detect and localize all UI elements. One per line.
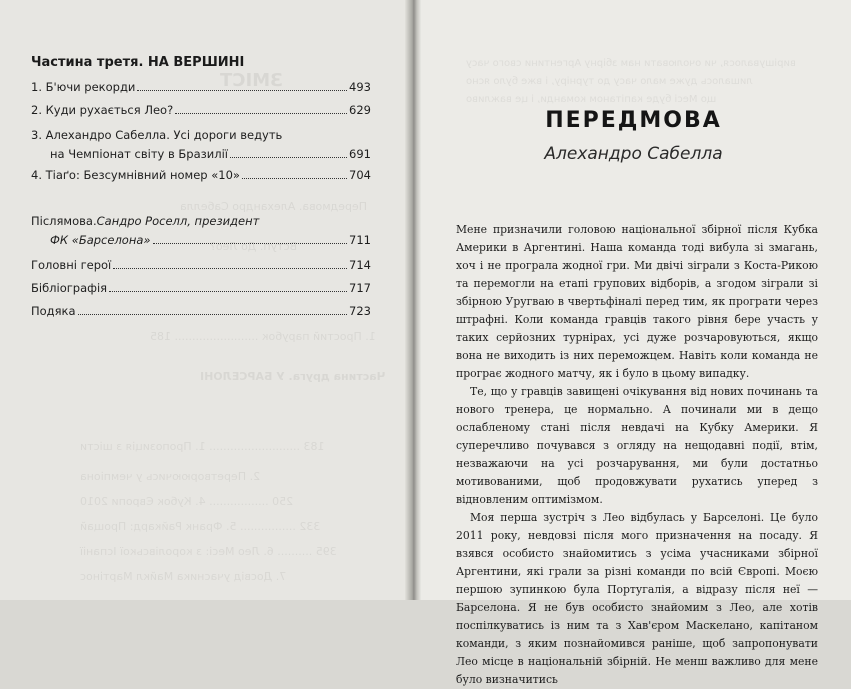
leader-dots (137, 90, 347, 91)
leader-dots (113, 268, 347, 269)
toc-entry-label: Головні герої (31, 258, 112, 272)
toc-entry (31, 168, 371, 182)
left-page-contents: ЗМІСТ Передмова. Алехандро Сабелла Вступ. До Лео? 1. Простий парубок ........................ 185 Частина друга. У БАРСЕЛОНІ 183 .......................... 1. Пропозиція з шісти 2. Перетворюючись у чемпіона 250 ................. 4. Кубок Європи 2010 332 ................ 5. Франк Райкард: Прощай 395 .......... 6. Лео Месі: з королівської Іспанії 7. Досвід учасника Майкл Мартінос Частина третя. НА ВЕРШИНІ 1. Б'ючи рекорди 493 2. Куди рухається Лео? 629 3. Алехандро Сабелла. Усі дороги ведуть на Чемпіонат світу в Бразилії 691 4. Тіаґо: Безсумнівний номер «10» 704 Післямова. Сандро Роселл, президент ФК «Барселона» 711 Головні герої 714 Бібліографія 717 Подяка 723 (0, 0, 411, 600)
toc-entry-label: ФК «Барселона» (50, 233, 151, 247)
toc-backmatter-entry (31, 281, 371, 295)
toc-entry-label-line1: 3. Алехандро Сабелла. Усі дороги ведуть (31, 128, 283, 142)
leader-dots (109, 291, 347, 292)
body-text (456, 221, 818, 689)
toc-entry-label: 2. Куди рухається Лео? (31, 103, 174, 117)
toc-entry-page: 493 (349, 80, 371, 94)
toc-entry (31, 128, 371, 161)
leader-dots (175, 113, 347, 114)
leader-dots (153, 243, 348, 244)
toc-entry-page: 704 (349, 168, 371, 182)
toc-entry-label-italic: Сандро Роселл, президент (96, 214, 260, 228)
chapter-heading: ПЕРЕДМОВА (545, 108, 722, 133)
paragraph: Моя перша зустріч з Лео відбулась у Барселоні. Це було 2011 року, невдовзі після мого призначення на посаду. Я взявся особисто знайомитись з усіма учасниками збірної Аргентини, які грали за різні команди по всій Європі. Моєю першою зупинкою була Португалія, а відразу після неї — Барселона. Я не був особисто знайомим з Лео, але хотів поспілкуватись із ним та з Хав'єром Маскелано, капітаном команди, з яким познайомився раніше, щоб запропонувати Лео місце в національній збірній. Не менш важливо для мене було визначитись (456, 511, 818, 686)
right-page-foreword: вирішувалося, чи очолювати нам збірну Аргентини свого часу лишалось дуже мало часу до турніру, і вже було ясно що Месі буде капітаном команди, і це важливо ПЕРЕДМОВА Алехандро Сабелла Мене призначили головою національної збірної після Кубка Америки в Аргентині. Наша команда тоді вибула зі змагань, хоч і не програла жодної гри. Ми двічі зіграли з Коста-Рикою та перемогли на етапі групових відборів, а згодом зіграли зі збірною Уругваю в чвертьфіналі перед тим, як програти через штрафні. Коли команда гравців такого рівня бере участь у таких серйозних турнірах, усі дуже розчаровуються, якщо вона не виходить із них переможцем. Навіть коли команда не програє жодного матчу, як і було в цьому випадку. Те, що у гравців завищені очікування від нових починань та нового тренера, це нормально. А починали ми в дещо ослабленому стані після невдачі на Кубку Америки. Я суперечливо почувався з огляду на нещодавні події, втім, незважаючи на усі розчарування, ми були достатньо мотивованими, щоб продовжувати рухатись уперед з відновленим оптимізмом. Моя перша зустріч з Лео відбулась у Барселоні. Це було 2011 року, невдовзі після мого призначення на посаду. Я взявся особисто знайомитись з усіма учасниками збірної Аргентини, які грали за різні команди по всій Європі. Моєю першою зупинкою була Португалія, а відразу після неї — Барселона. Я не був особисто знайомим з Лео, але хотів поспілкуватись із ним та з Хав'єром Маскелано, капітаном команди, з яким познайомився раніше, щоб запропонувати Лео місце в національній збірній. Не менш важливо для мене було визначитись (416, 0, 851, 600)
section-title: Частина третя. НА ВЕРШИНІ (31, 55, 245, 70)
chapter-author: Алехандро Сабелла (544, 144, 723, 164)
toc-backmatter-entry (31, 214, 371, 247)
toc-entry-page: 723 (349, 304, 371, 318)
toc-backmatter-entry (31, 258, 371, 272)
toc-entry-label: Бібліографія (31, 281, 108, 295)
toc-entry-label: на Чемпіонат світу в Бразилії (50, 147, 228, 161)
toc-entry-page: 629 (349, 103, 371, 117)
toc-entry-label: 4. Тіаґо: Безсумнівний номер «10» (31, 168, 240, 182)
toc-entry (31, 103, 371, 117)
leader-dots (242, 178, 347, 179)
toc-entry-page: 691 (349, 147, 371, 161)
toc-entry-label: 1. Б'ючи рекорди (31, 80, 136, 94)
paragraph: Мене призначили головою національної збірної після Кубка Америки в Аргентині. Наша команда тоді вибула зі змагань, хоч і не програла жодної гри. Ми двічі зіграли з Коста-Рикою та перемогли на етапі групових відборів, а згодом зіграли зі збірною Уругваю в чвертьфіналі перед тим, як програти через штрафні. Коли команда гравців такого рівня бере участь у таких серйозних турнірах, усі дуже розчаровуються, якщо вона не виходить із них переможцем. Навіть коли команда не програє жодного матчу, як і було в цьому випадку. (456, 223, 818, 380)
toc-entry-label-plain: Післямова. (31, 214, 97, 228)
toc-entry-page: 711 (349, 233, 371, 247)
toc-entry (31, 80, 371, 94)
toc-entry-page: 717 (349, 281, 371, 295)
book-gutter (405, 0, 421, 600)
toc-entry-label: Подяка (31, 304, 76, 318)
toc-entry-page: 714 (349, 258, 371, 272)
paragraph: Те, що у гравців завищені очікування від нових починань та нового тренера, це нормально. А починали ми в дещо ослабленому стані після невдачі на Кубку Америки. Я суперечливо почувався з огляду на нещодавні події, втім, незважаючи на усі розчарування, ми були достатньо мотивованими, щоб продовжувати рухатись уперед з відновленим оптимізмом. (456, 385, 818, 506)
leader-dots (78, 314, 348, 315)
toc-backmatter-entry (31, 304, 371, 318)
leader-dots (230, 157, 347, 158)
